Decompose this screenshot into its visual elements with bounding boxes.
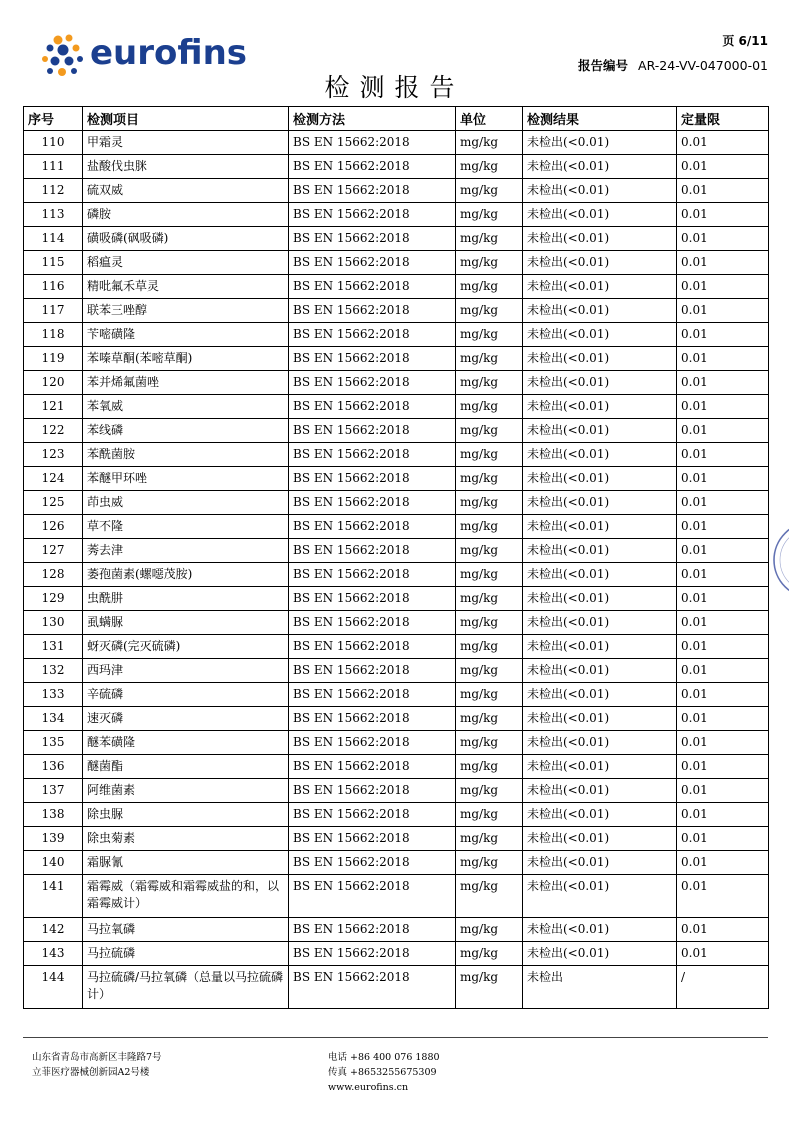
unit-cell: mg/kg (456, 203, 523, 227)
quantitation-limit-cell: 0.01 (677, 491, 769, 515)
unit-cell: mg/kg (456, 467, 523, 491)
quantitation-limit-cell: 0.01 (677, 419, 769, 443)
row-number-cell: 132 (24, 659, 83, 683)
test-item-cell: 甲霜灵 (83, 131, 289, 155)
quantitation-limit-cell: 0.01 (677, 299, 769, 323)
test-method-cell: BS EN 15662:2018 (289, 918, 456, 942)
test-method-cell: BS EN 15662:2018 (289, 179, 456, 203)
test-result-cell: 未检出(<0.01) (523, 515, 677, 539)
test-result-cell: 未检出(<0.01) (523, 227, 677, 251)
test-method-cell: BS EN 15662:2018 (289, 611, 456, 635)
test-result-cell: 未检出(<0.01) (523, 179, 677, 203)
unit-cell: mg/kg (456, 803, 523, 827)
table-row (24, 419, 769, 443)
unit-cell: mg/kg (456, 918, 523, 942)
table-row (24, 155, 769, 179)
table-row (24, 515, 769, 539)
quantitation-limit-cell: 0.01 (677, 875, 769, 918)
table-row (24, 683, 769, 707)
test-result-cell: 未检出(<0.01) (523, 587, 677, 611)
test-result-cell: 未检出(<0.01) (523, 419, 677, 443)
unit-cell: mg/kg (456, 611, 523, 635)
address-line: 山东省青岛市高新区丰隆路7号 (32, 1052, 162, 1063)
report-number-label: 报告编号 (578, 58, 629, 73)
quantitation-limit-cell: 0.01 (677, 443, 769, 467)
test-result-cell: 未检出(<0.01) (523, 539, 677, 563)
footer-address (32, 1050, 162, 1080)
address-line: 立菲医疗器械创新园A2号楼 (32, 1067, 150, 1078)
row-number-cell: 136 (24, 755, 83, 779)
test-item-cell: 霜脲氰 (83, 851, 289, 875)
test-item-cell: 苯氧威 (83, 395, 289, 419)
column-header: 检测结果 (523, 107, 677, 131)
quantitation-limit-cell: 0.01 (677, 683, 769, 707)
test-method-cell: BS EN 15662:2018 (289, 731, 456, 755)
table-body (24, 131, 769, 1009)
row-number-cell: 130 (24, 611, 83, 635)
test-method-cell: BS EN 15662:2018 (289, 371, 456, 395)
test-method-cell: BS EN 15662:2018 (289, 827, 456, 851)
test-result-cell: 未检出(<0.01) (523, 443, 677, 467)
test-method-cell: BS EN 15662:2018 (289, 155, 456, 179)
test-result-cell: 未检出(<0.01) (523, 299, 677, 323)
test-item-cell: 磷胺 (83, 203, 289, 227)
quantitation-limit-cell: 0.01 (677, 851, 769, 875)
table-row (24, 659, 769, 683)
test-method-cell: BS EN 15662:2018 (289, 299, 456, 323)
row-number-cell: 110 (24, 131, 83, 155)
phone-text: 电话 +86 400 076 1880 (328, 1052, 440, 1063)
document-title: 检测报告 (324, 73, 465, 102)
row-number-cell: 134 (24, 707, 83, 731)
test-item-cell: 磺吸磷(砜吸磷) (83, 227, 289, 251)
test-item-cell: 稻瘟灵 (83, 251, 289, 275)
test-method-cell: BS EN 15662:2018 (289, 851, 456, 875)
seal-stamp (770, 520, 789, 600)
table-row (24, 875, 769, 918)
quantitation-limit-cell: 0.01 (677, 323, 769, 347)
test-result-cell: 未检出(<0.01) (523, 131, 677, 155)
test-item-cell: 马拉氧磷 (83, 918, 289, 942)
test-method-cell: BS EN 15662:2018 (289, 587, 456, 611)
logo-wordmark: eurofins (90, 33, 248, 73)
unit-cell: mg/kg (456, 755, 523, 779)
row-number-cell: 140 (24, 851, 83, 875)
table-row (24, 918, 769, 942)
table-row (24, 966, 769, 1009)
test-result-cell: 未检出(<0.01) (523, 683, 677, 707)
test-result-cell: 未检出(<0.01) (523, 347, 677, 371)
unit-cell: mg/kg (456, 851, 523, 875)
row-number-cell: 114 (24, 227, 83, 251)
test-method-cell: BS EN 15662:2018 (289, 275, 456, 299)
test-result-cell: 未检出(<0.01) (523, 731, 677, 755)
row-number-cell: 121 (24, 395, 83, 419)
test-result-cell: 未检出(<0.01) (523, 659, 677, 683)
test-method-cell: BS EN 15662:2018 (289, 203, 456, 227)
quantitation-limit-cell: / (677, 966, 769, 1009)
test-item-cell: 阿维菌素 (83, 779, 289, 803)
table-row (24, 563, 769, 587)
unit-cell: mg/kg (456, 942, 523, 966)
quantitation-limit-cell: 0.01 (677, 203, 769, 227)
quantitation-limit-cell: 0.01 (677, 827, 769, 851)
quantitation-limit-cell: 0.01 (677, 779, 769, 803)
table-row (24, 251, 769, 275)
fax-text: 传真 +8653255675309 (328, 1067, 437, 1078)
test-item-cell: 醚菌酯 (83, 755, 289, 779)
row-number-cell: 117 (24, 299, 83, 323)
quantitation-limit-cell: 0.01 (677, 731, 769, 755)
table-row (24, 491, 769, 515)
quantitation-limit-cell: 0.01 (677, 635, 769, 659)
row-number-cell: 141 (24, 875, 83, 918)
row-number-cell: 133 (24, 683, 83, 707)
row-number-cell: 143 (24, 942, 83, 966)
test-item-cell: 除虫脲 (83, 803, 289, 827)
test-item-cell: 苯并烯氟菌唑 (83, 371, 289, 395)
test-result-cell: 未检出(<0.01) (523, 942, 677, 966)
row-number-cell: 135 (24, 731, 83, 755)
unit-cell: mg/kg (456, 731, 523, 755)
test-item-cell: 苯醚甲环唑 (83, 467, 289, 491)
table-row (24, 203, 769, 227)
unit-cell: mg/kg (456, 563, 523, 587)
unit-cell: mg/kg (456, 323, 523, 347)
test-method-cell: BS EN 15662:2018 (289, 251, 456, 275)
test-result-cell: 未检出(<0.01) (523, 918, 677, 942)
column-header: 定量限 (677, 107, 769, 131)
row-number-cell: 127 (24, 539, 83, 563)
unit-cell: mg/kg (456, 419, 523, 443)
quantitation-limit-cell: 0.01 (677, 587, 769, 611)
test-item-cell: 盐酸伐虫脒 (83, 155, 289, 179)
row-number-cell: 125 (24, 491, 83, 515)
test-item-cell: 茚虫威 (83, 491, 289, 515)
test-result-cell: 未检出(<0.01) (523, 203, 677, 227)
quantitation-limit-cell: 0.01 (677, 179, 769, 203)
test-method-cell: BS EN 15662:2018 (289, 419, 456, 443)
test-method-cell: BS EN 15662:2018 (289, 347, 456, 371)
test-item-cell: 联苯三唑醇 (83, 299, 289, 323)
test-method-cell: BS EN 15662:2018 (289, 491, 456, 515)
test-result-cell: 未检出 (523, 966, 677, 1009)
page-number: 页 6/11 (722, 34, 768, 48)
quantitation-limit-cell: 0.01 (677, 659, 769, 683)
table-row (24, 827, 769, 851)
unit-cell: mg/kg (456, 659, 523, 683)
test-result-cell: 未检出(<0.01) (523, 707, 677, 731)
test-item-cell: 莠去津 (83, 539, 289, 563)
row-number-cell: 126 (24, 515, 83, 539)
test-method-cell: BS EN 15662:2018 (289, 635, 456, 659)
quantitation-limit-cell: 0.01 (677, 227, 769, 251)
test-result-cell: 未检出(<0.01) (523, 851, 677, 875)
test-method-cell: BS EN 15662:2018 (289, 443, 456, 467)
table-row (24, 371, 769, 395)
footer-divider (23, 1037, 768, 1038)
quantitation-limit-cell: 0.01 (677, 803, 769, 827)
test-result-cell: 未检出(<0.01) (523, 755, 677, 779)
table-row (24, 707, 769, 731)
test-method-cell: BS EN 15662:2018 (289, 707, 456, 731)
unit-cell: mg/kg (456, 515, 523, 539)
test-item-cell: 苯嗪草酮(苯嘧草酮) (83, 347, 289, 371)
row-number-cell: 139 (24, 827, 83, 851)
row-number-cell: 129 (24, 587, 83, 611)
table-row (24, 635, 769, 659)
unit-cell: mg/kg (456, 587, 523, 611)
test-result-cell: 未检出(<0.01) (523, 875, 677, 918)
column-header: 检测方法 (289, 107, 456, 131)
quantitation-limit-cell: 0.01 (677, 539, 769, 563)
unit-cell: mg/kg (456, 779, 523, 803)
test-item-cell: 辛硫磷 (83, 683, 289, 707)
test-item-cell: 苯线磷 (83, 419, 289, 443)
test-result-cell: 未检出(<0.01) (523, 275, 677, 299)
table-row (24, 731, 769, 755)
row-number-cell: 122 (24, 419, 83, 443)
website-link[interactable]: www.eurofins.cn (328, 1082, 409, 1093)
unit-cell: mg/kg (456, 275, 523, 299)
unit-cell: mg/kg (456, 227, 523, 251)
test-item-cell: 速灭磷 (83, 707, 289, 731)
test-method-cell: BS EN 15662:2018 (289, 563, 456, 587)
table-row (24, 587, 769, 611)
table-row (24, 131, 769, 155)
test-item-cell: 醚苯磺隆 (83, 731, 289, 755)
table-row (24, 755, 769, 779)
table-row (24, 803, 769, 827)
row-number-cell: 113 (24, 203, 83, 227)
test-item-cell: 虫酰肼 (83, 587, 289, 611)
quantitation-limit-cell: 0.01 (677, 563, 769, 587)
table-row (24, 851, 769, 875)
table-row (24, 227, 769, 251)
test-method-cell: BS EN 15662:2018 (289, 875, 456, 918)
table-row (24, 179, 769, 203)
unit-cell: mg/kg (456, 179, 523, 203)
unit-cell: mg/kg (456, 707, 523, 731)
table-row (24, 323, 769, 347)
test-result-cell: 未检出(<0.01) (523, 395, 677, 419)
row-number-cell: 112 (24, 179, 83, 203)
test-method-cell: BS EN 15662:2018 (289, 755, 456, 779)
unit-cell: mg/kg (456, 395, 523, 419)
row-number-cell: 131 (24, 635, 83, 659)
test-method-cell: BS EN 15662:2018 (289, 779, 456, 803)
test-result-cell: 未检出(<0.01) (523, 779, 677, 803)
test-method-cell: BS EN 15662:2018 (289, 539, 456, 563)
test-item-cell: 硫双威 (83, 179, 289, 203)
test-method-cell: BS EN 15662:2018 (289, 323, 456, 347)
quantitation-limit-cell: 0.01 (677, 275, 769, 299)
test-method-cell: BS EN 15662:2018 (289, 131, 456, 155)
table-row (24, 467, 769, 491)
column-header: 单位 (456, 107, 523, 131)
table-row (24, 443, 769, 467)
quantitation-limit-cell: 0.01 (677, 251, 769, 275)
unit-cell: mg/kg (456, 251, 523, 275)
test-method-cell: BS EN 15662:2018 (289, 227, 456, 251)
test-result-cell: 未检出(<0.01) (523, 635, 677, 659)
row-number-cell: 124 (24, 467, 83, 491)
test-item-cell: 蚜灭磷(完灭硫磷) (83, 635, 289, 659)
test-method-cell: BS EN 15662:2018 (289, 683, 456, 707)
unit-cell: mg/kg (456, 635, 523, 659)
quantitation-limit-cell: 0.01 (677, 371, 769, 395)
test-method-cell: BS EN 15662:2018 (289, 942, 456, 966)
table-header-row (24, 107, 769, 131)
test-method-cell: BS EN 15662:2018 (289, 395, 456, 419)
quantitation-limit-cell: 0.01 (677, 755, 769, 779)
test-result-cell: 未检出(<0.01) (523, 251, 677, 275)
column-header: 序号 (24, 107, 83, 131)
test-method-cell: BS EN 15662:2018 (289, 515, 456, 539)
quantitation-limit-cell: 0.01 (677, 707, 769, 731)
row-number-cell: 118 (24, 323, 83, 347)
unit-cell: mg/kg (456, 155, 523, 179)
unit-cell: mg/kg (456, 299, 523, 323)
unit-cell: mg/kg (456, 347, 523, 371)
report-number-value: AR-24-VV-047000-01 (638, 58, 768, 73)
test-method-cell: BS EN 15662:2018 (289, 659, 456, 683)
unit-cell: mg/kg (456, 371, 523, 395)
quantitation-limit-cell: 0.01 (677, 918, 769, 942)
test-method-cell: BS EN 15662:2018 (289, 966, 456, 1009)
table-row (24, 395, 769, 419)
test-result-cell: 未检出(<0.01) (523, 155, 677, 179)
test-item-cell: 虱螨脲 (83, 611, 289, 635)
table-row (24, 275, 769, 299)
unit-cell: mg/kg (456, 827, 523, 851)
row-number-cell: 115 (24, 251, 83, 275)
row-number-cell: 128 (24, 563, 83, 587)
test-result-cell: 未检出(<0.01) (523, 467, 677, 491)
test-result-cell: 未检出(<0.01) (523, 323, 677, 347)
test-result-cell: 未检出(<0.01) (523, 371, 677, 395)
unit-cell: mg/kg (456, 966, 523, 1009)
table-row (24, 347, 769, 371)
test-item-cell: 草不隆 (83, 515, 289, 539)
test-item-cell: 苄嘧磺隆 (83, 323, 289, 347)
table-row (24, 299, 769, 323)
test-result-cell: 未检出(<0.01) (523, 803, 677, 827)
test-item-cell: 西玛津 (83, 659, 289, 683)
row-number-cell: 120 (24, 371, 83, 395)
row-number-cell: 144 (24, 966, 83, 1009)
test-method-cell: BS EN 15662:2018 (289, 467, 456, 491)
table-row (24, 611, 769, 635)
test-method-cell: BS EN 15662:2018 (289, 803, 456, 827)
unit-cell: mg/kg (456, 443, 523, 467)
row-number-cell: 138 (24, 803, 83, 827)
test-item-cell: 萎孢菌素(螺噁茂胺) (83, 563, 289, 587)
unit-cell: mg/kg (456, 491, 523, 515)
test-result-cell: 未检出(<0.01) (523, 563, 677, 587)
test-result-cell: 未检出(<0.01) (523, 611, 677, 635)
table-row (24, 779, 769, 803)
column-header: 检测项目 (83, 107, 289, 131)
test-item-cell: 霜霉威（霜霉威和霜霉威盐的和，以霜霉威计） (83, 875, 289, 918)
row-number-cell: 119 (24, 347, 83, 371)
unit-cell: mg/kg (456, 539, 523, 563)
quantitation-limit-cell: 0.01 (677, 155, 769, 179)
quantitation-limit-cell: 0.01 (677, 942, 769, 966)
table-row (24, 539, 769, 563)
row-number-cell: 116 (24, 275, 83, 299)
quantitation-limit-cell: 0.01 (677, 131, 769, 155)
unit-cell: mg/kg (456, 875, 523, 918)
test-item-cell: 苯酰菌胺 (83, 443, 289, 467)
quantitation-limit-cell: 0.01 (677, 515, 769, 539)
unit-cell: mg/kg (456, 683, 523, 707)
quantitation-limit-cell: 0.01 (677, 347, 769, 371)
footer-contact (328, 1050, 440, 1095)
test-item-cell: 除虫菊素 (83, 827, 289, 851)
test-item-cell: 马拉硫磷/马拉氧磷（总量以马拉硫磷计） (83, 966, 289, 1009)
quantitation-limit-cell: 0.01 (677, 467, 769, 491)
row-number-cell: 111 (24, 155, 83, 179)
results-table (23, 106, 769, 1009)
test-result-cell: 未检出(<0.01) (523, 491, 677, 515)
test-result-cell: 未检出(<0.01) (523, 827, 677, 851)
row-number-cell: 137 (24, 779, 83, 803)
table-row (24, 942, 769, 966)
unit-cell: mg/kg (456, 131, 523, 155)
test-item-cell: 马拉硫磷 (83, 942, 289, 966)
row-number-cell: 142 (24, 918, 83, 942)
test-item-cell: 精吡氟禾草灵 (83, 275, 289, 299)
quantitation-limit-cell: 0.01 (677, 611, 769, 635)
quantitation-limit-cell: 0.01 (677, 395, 769, 419)
row-number-cell: 123 (24, 443, 83, 467)
